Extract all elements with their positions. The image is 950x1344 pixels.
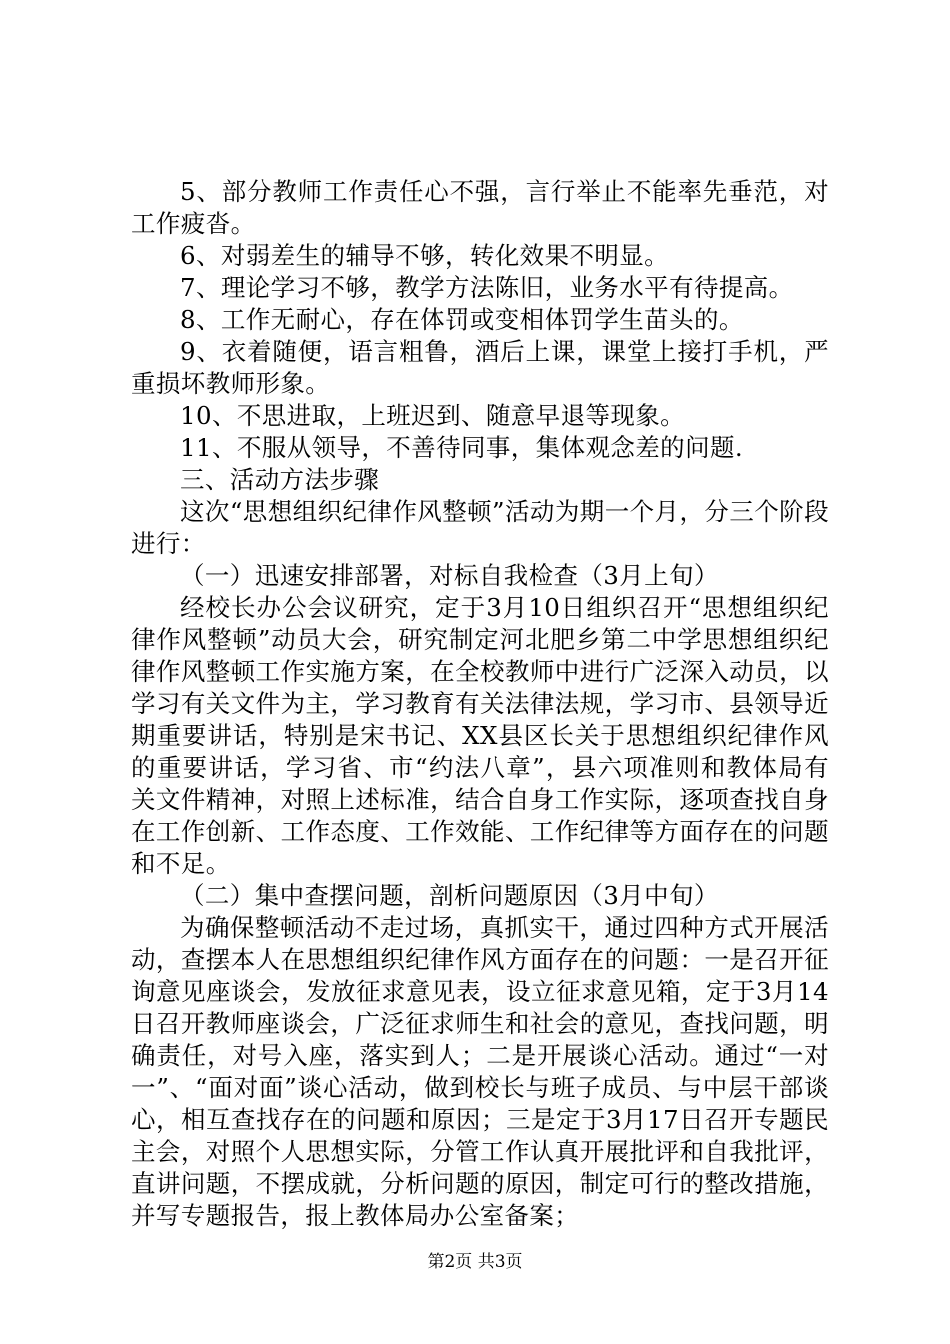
- subsection-heading: （一）迅速安排部署，对标自我检查（3月上旬）: [180, 561, 719, 590]
- paragraph: 8、工作无耐心，存在体罚或变相体罚学生苗头的。: [180, 305, 744, 334]
- paragraph: 为确保整顿活动不走过场，真抓实干，通过四种方式开展活动，查摆本人在思想组织纪律作风方面存在的问题：一是召开征询意见座谈会，发放征求意见表，设立征求意见箱，定于3月14日召开教师座谈会，广泛征求师生和社会的意见，查找问题，明确责任，对号入座，落实到人；二是开展谈心活动。通过“一对一”、“面对面”谈心活动，做到校长与班子成员、与中层干部谈心，相互查找存在的问题和原因；三是定于3月17日召开专题民主会，对照个人思想实际，分管工作认真开展批评和自我批评，直讲问题，不摆成就，分析问题的原因，制定可行的整改措施，并写专题报告，报上教体局办公室备案；: [131, 913, 829, 1230]
- paragraph: 6、对弱差生的辅导不够，转化效果不明显。: [180, 241, 670, 270]
- paragraph: 10、不思进取，上班迟到、随意早退等现象。: [180, 401, 686, 430]
- paragraph: 9、衣着随便，语言粗鲁，酒后上课，课堂上接打手机，严重损坏教师形象。: [131, 337, 829, 398]
- paragraph: 经校长办公会议研究，定于3月10日组织召开“思想组织纪律作风整顿”动员大会，研究制定河北肥乡第二中学思想组织纪律作风整顿工作实施方案，在全校教师中进行广泛深入动员，以学习有关文件为主，学习教育有关法律法规，学习市、县领导近期重要讲话，特别是宋书记、XX县区长关于思想组织纪律作风的重要讲话，学习省、市“约法八章”，县六项准则和教体局有关文件精神，对照上述标准，结合自身工作实际，逐项查找自身在工作创新、工作态度、工作效能、工作纪律等方面存在的问题和不足。: [131, 593, 829, 878]
- section-heading: 三、活动方法步骤: [180, 465, 380, 494]
- subsection-heading: （二）集中查摆问题，剖析问题原因（3月中旬）: [180, 881, 719, 910]
- paragraph: 5、部分教师工作责任心不强，言行举止不能率先垂范，对工作疲沓。: [131, 177, 829, 238]
- page-footer: 第2页 共3页: [427, 1252, 523, 1272]
- paragraph: 这次“思想组织纪律作风整顿”活动为期一个月，分三个阶段进行：: [131, 497, 829, 558]
- document-body: [131, 176, 829, 1232]
- paragraph: 7、理论学习不够，教学方法陈旧，业务水平有待提高。: [180, 273, 794, 302]
- paragraph: 11、不服从领导，不善待同事，集体观念差的问题.: [180, 433, 744, 462]
